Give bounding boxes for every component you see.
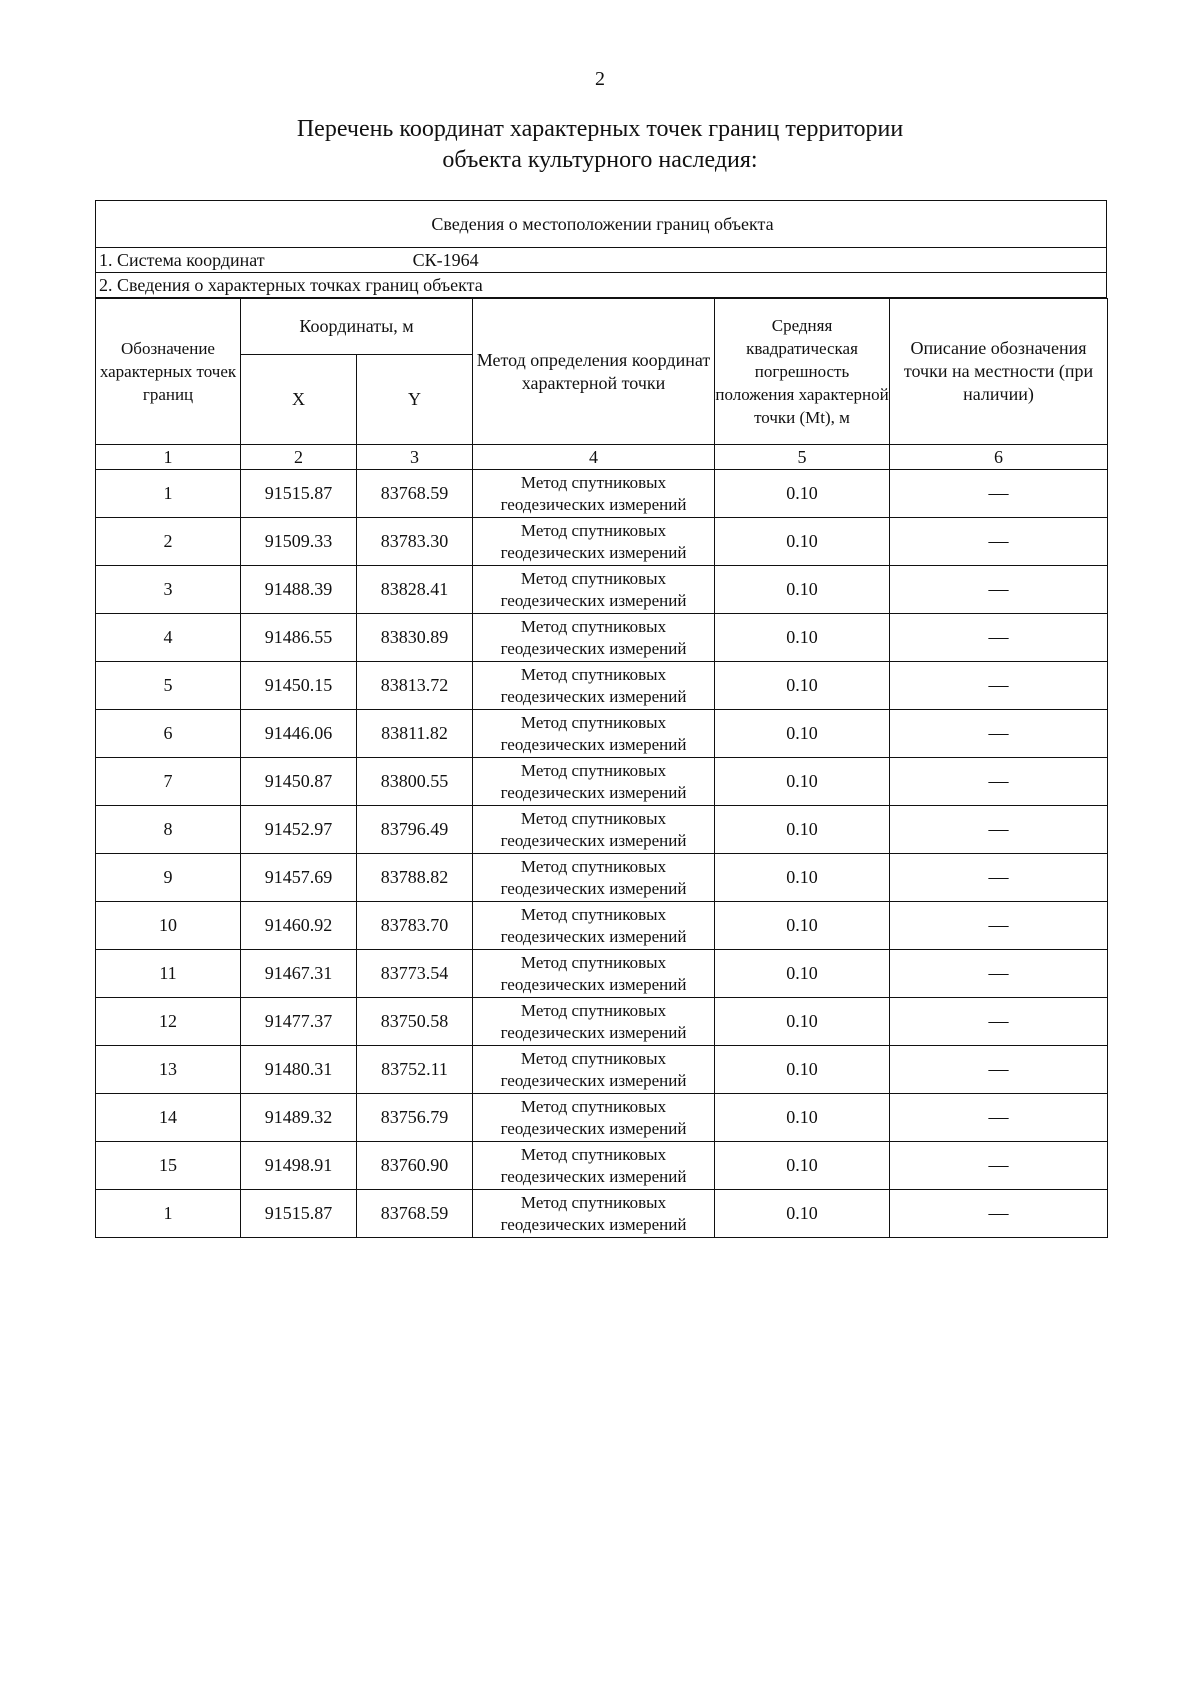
x-coordinate-cell: 91452.97: [241, 806, 357, 854]
error-cell: 0.10: [715, 806, 890, 854]
table-row: [96, 902, 1108, 950]
column-number: 1: [96, 445, 241, 470]
y-coordinate-cell: 83750.58: [357, 998, 473, 1046]
y-coordinate-cell: 83796.49: [357, 806, 473, 854]
method-cell: Метод спутниковых геодезических измерений: [473, 1094, 715, 1142]
error-cell: 0.10: [715, 902, 890, 950]
error-cell: 0.10: [715, 1094, 890, 1142]
point-designation-cell: 4: [96, 614, 241, 662]
error-cell: 0.10: [715, 854, 890, 902]
point-designation-cell: 9: [96, 854, 241, 902]
title-line-1: Перечень координат характерных точек границ территории: [296, 116, 904, 142]
method-cell: Метод спутниковых геодезических измерений: [473, 518, 715, 566]
description-cell: —: [890, 470, 1108, 518]
point-designation-cell: 10: [96, 902, 241, 950]
x-coordinate-cell: 91509.33: [241, 518, 357, 566]
y-coordinate-cell: 83783.70: [357, 902, 473, 950]
y-coordinate-cell: 83788.82: [357, 854, 473, 902]
y-coordinate-cell: 83800.55: [357, 758, 473, 806]
points-info-label: 2. Сведения о характерных точках границ объекта: [96, 273, 1107, 298]
description-cell: —: [890, 518, 1108, 566]
x-coordinate-cell: 91477.37: [241, 998, 357, 1046]
y-coordinate-cell: 83752.11: [357, 1046, 473, 1094]
point-designation-cell: 12: [96, 998, 241, 1046]
x-coordinate-cell: 91498.91: [241, 1142, 357, 1190]
x-coordinate-cell: 91450.15: [241, 662, 357, 710]
column-number: 6: [890, 445, 1108, 470]
x-coordinate-cell: 91450.87: [241, 758, 357, 806]
coordinates-sheet: [95, 200, 1107, 1238]
method-cell: Метод спутниковых геодезических измерений: [473, 758, 715, 806]
error-cell: 0.10: [715, 758, 890, 806]
header-x: X: [241, 355, 357, 445]
table-row: [96, 758, 1108, 806]
coordinates-table-body: [96, 470, 1108, 1238]
method-cell: Метод спутниковых геодезических измерений: [473, 1142, 715, 1190]
table-row: [96, 470, 1108, 518]
coord-system-row: [96, 248, 1107, 273]
title-line-2: объекта культурного наследия:: [442, 147, 758, 173]
description-cell: —: [890, 1046, 1108, 1094]
header-coordinates: Координаты, м: [241, 299, 473, 355]
y-coordinate-cell: 83768.59: [357, 1190, 473, 1238]
coordinates-table: [95, 298, 1108, 1238]
point-designation-cell: 15: [96, 1142, 241, 1190]
x-coordinate-cell: 91457.69: [241, 854, 357, 902]
y-coordinate-cell: 83783.30: [357, 518, 473, 566]
table-row: [96, 566, 1108, 614]
error-cell: 0.10: [715, 518, 890, 566]
description-cell: —: [890, 854, 1108, 902]
x-coordinate-cell: 91486.55: [241, 614, 357, 662]
method-cell: Метод спутниковых геодезических измерений: [473, 662, 715, 710]
error-cell: 0.10: [715, 950, 890, 998]
error-cell: 0.10: [715, 1142, 890, 1190]
column-number: 2: [241, 445, 357, 470]
method-cell: Метод спутниковых геодезических измерений: [473, 1190, 715, 1238]
error-cell: 0.10: [715, 470, 890, 518]
x-coordinate-cell: 91446.06: [241, 710, 357, 758]
x-coordinate-cell: 91515.87: [241, 470, 357, 518]
method-cell: Метод спутниковых геодезических измерений: [473, 710, 715, 758]
description-cell: —: [890, 806, 1108, 854]
method-cell: Метод спутниковых геодезических измерений: [473, 854, 715, 902]
x-coordinate-cell: 91515.87: [241, 1190, 357, 1238]
description-cell: —: [890, 950, 1108, 998]
error-cell: 0.10: [715, 1046, 890, 1094]
description-cell: —: [890, 902, 1108, 950]
point-designation-cell: 6: [96, 710, 241, 758]
y-coordinate-cell: 83811.82: [357, 710, 473, 758]
method-cell: Метод спутниковых геодезических измерений: [473, 566, 715, 614]
description-cell: —: [890, 614, 1108, 662]
x-coordinate-cell: 91467.31: [241, 950, 357, 998]
error-cell: 0.10: [715, 998, 890, 1046]
table-row: [96, 518, 1108, 566]
x-coordinate-cell: 91489.32: [241, 1094, 357, 1142]
point-designation-cell: 1: [96, 470, 241, 518]
table-row: [96, 1094, 1108, 1142]
point-designation-cell: 2: [96, 518, 241, 566]
x-coordinate-cell: 91488.39: [241, 566, 357, 614]
header-method: Метод определения координат характерной точки: [473, 299, 715, 445]
info-header: Сведения о местоположении границ объекта: [96, 201, 1107, 248]
table-row: [96, 1142, 1108, 1190]
description-cell: —: [890, 710, 1108, 758]
description-cell: —: [890, 1190, 1108, 1238]
y-coordinate-cell: 83760.90: [357, 1142, 473, 1190]
method-cell: Метод спутниковых геодезических измерений: [473, 998, 715, 1046]
point-designation-cell: 7: [96, 758, 241, 806]
y-coordinate-cell: 83773.54: [357, 950, 473, 998]
table-row: [96, 950, 1108, 998]
y-coordinate-cell: 83756.79: [357, 1094, 473, 1142]
description-cell: —: [890, 662, 1108, 710]
table-row: [96, 806, 1108, 854]
table-row: [96, 854, 1108, 902]
header-description: Описание обозначения точки на местности (при наличии): [890, 299, 1108, 445]
description-cell: —: [890, 566, 1108, 614]
description-cell: —: [890, 998, 1108, 1046]
document-title: [0, 114, 1200, 176]
error-cell: 0.10: [715, 614, 890, 662]
method-cell: Метод спутниковых геодезических измерений: [473, 950, 715, 998]
method-cell: Метод спутниковых геодезических измерений: [473, 806, 715, 854]
table-row: [96, 710, 1108, 758]
error-cell: 0.10: [715, 710, 890, 758]
description-cell: —: [890, 1094, 1108, 1142]
method-cell: Метод спутниковых геодезических измерений: [473, 470, 715, 518]
coord-system-label: 1. Система координат: [99, 249, 265, 270]
y-coordinate-cell: 83830.89: [357, 614, 473, 662]
point-designation-cell: 5: [96, 662, 241, 710]
column-numbers-row: [96, 445, 1108, 470]
description-cell: —: [890, 1142, 1108, 1190]
y-coordinate-cell: 83768.59: [357, 470, 473, 518]
table-row: [96, 1046, 1108, 1094]
point-designation-cell: 3: [96, 566, 241, 614]
point-designation-cell: 1: [96, 1190, 241, 1238]
table-row: [96, 662, 1108, 710]
error-cell: 0.10: [715, 566, 890, 614]
header-y: Y: [357, 355, 473, 445]
y-coordinate-cell: 83828.41: [357, 566, 473, 614]
column-number: 3: [357, 445, 473, 470]
table-row: [96, 614, 1108, 662]
error-cell: 0.10: [715, 662, 890, 710]
method-cell: Метод спутниковых геодезических измерений: [473, 902, 715, 950]
object-info-table: [95, 200, 1107, 298]
point-designation-cell: 11: [96, 950, 241, 998]
point-designation-cell: 13: [96, 1046, 241, 1094]
x-coordinate-cell: 91480.31: [241, 1046, 357, 1094]
page-number: 2: [595, 68, 605, 90]
x-coordinate-cell: 91460.92: [241, 902, 357, 950]
point-designation-cell: 14: [96, 1094, 241, 1142]
column-number: 5: [715, 445, 890, 470]
description-cell: —: [890, 758, 1108, 806]
y-coordinate-cell: 83813.72: [357, 662, 473, 710]
header-error: Средняя квадратическая погрешность положения характерной точки (Mt), м: [715, 299, 890, 445]
coord-system-value: СК-1964: [412, 249, 479, 270]
error-cell: 0.10: [715, 1190, 890, 1238]
table-row: [96, 1190, 1108, 1238]
header-designation: Обозначение характерных точек границ: [96, 299, 241, 445]
method-cell: Метод спутниковых геодезических измерений: [473, 614, 715, 662]
column-number: 4: [473, 445, 715, 470]
method-cell: Метод спутниковых геодезических измерений: [473, 1046, 715, 1094]
table-row: [96, 998, 1108, 1046]
point-designation-cell: 8: [96, 806, 241, 854]
